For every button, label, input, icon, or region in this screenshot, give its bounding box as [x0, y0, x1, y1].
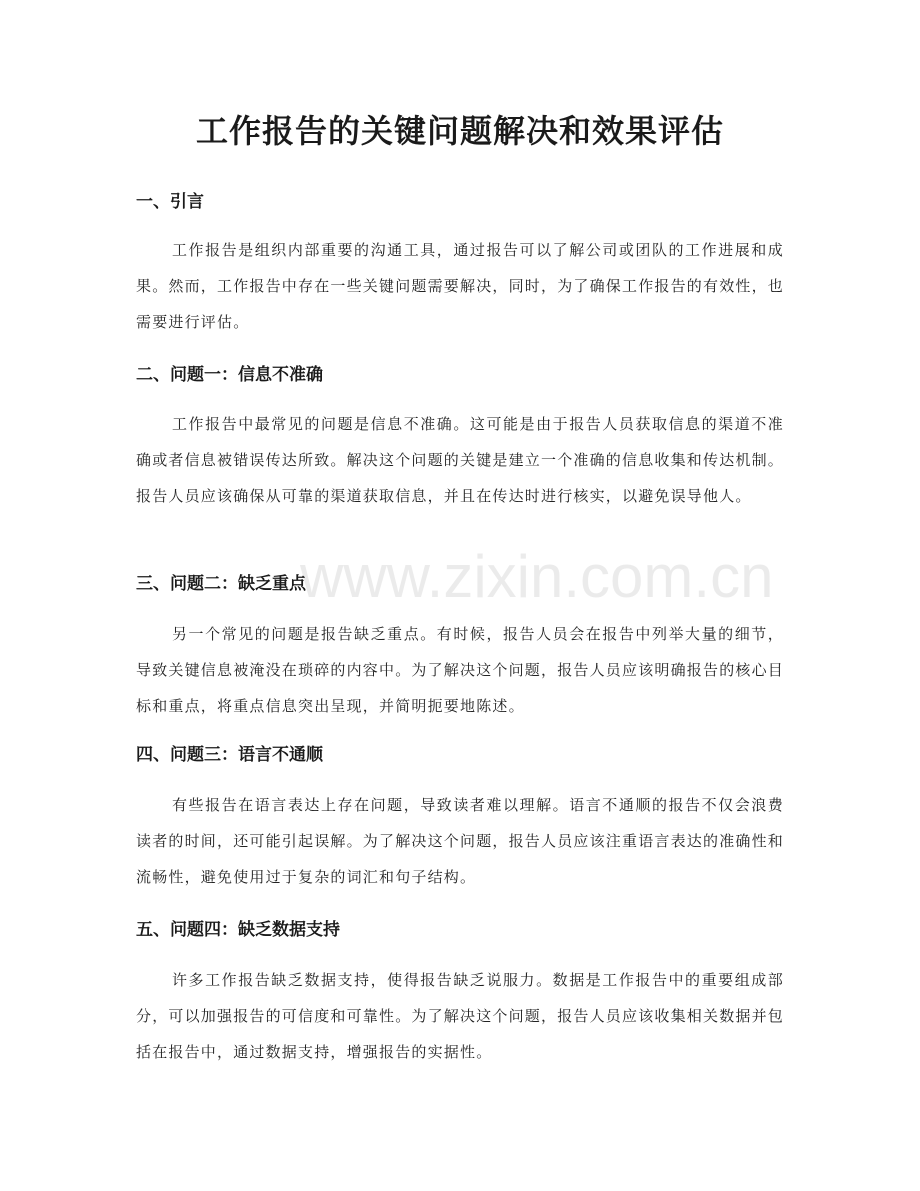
section-body-introduction: 工作报告是组织内部重要的沟通工具，通过报告可以了解公司或团队的工作进展和成果。然而，工作报告中存在一些关键问题需要解决，同时，为了确保工作报告的有效性，也需要进行评估。 — [136, 241, 785, 331]
section-heading-issue-1: 二、问题一：信息不准确 — [136, 365, 323, 385]
watermark: www.zixin.com.cn — [300, 543, 774, 610]
section-heading-issue-2: 三、问题二：缺乏重点 — [136, 574, 306, 594]
section-heading-issue-4: 五、问题四：缺乏数据支持 — [136, 920, 340, 940]
section-body-issue-4: 许多工作报告缺乏数据支持，使得报告缺乏说服力。数据是工作报告中的重要组成部分，可以加强报告的可信度和可靠性。为了解决这个问题，报告人员应该收集相关数据并包括在报告中，通过数据支持，增强报告的实据性。 — [136, 971, 785, 1061]
section-body-issue-3: 有些报告在语言表达上存在问题，导致读者难以理解。语言不通顺的报告不仅会浪费读者的时间，还可能引起误解。为了解决这个问题，报告人员应该注重语言表达的准确性和流畅性，避免使用过于复杂的词汇和句子结构。 — [136, 796, 785, 886]
section-heading-issue-3: 四、问题三：语言不通顺 — [136, 745, 323, 765]
section-heading-introduction: 一、引言 — [136, 192, 204, 212]
section-body-issue-1: 工作报告中最常见的问题是信息不准确。这可能是由于报告人员获取信息的渠道不准确或者信息被错误传达所致。解决这个问题的关键是建立一个准确的信息收集和传达机制。报告人员应该确保从可靠的渠道获取信息，并且在传达时进行核实，以避免误导他人。 — [136, 415, 785, 505]
document-title: 工作报告的关键问题解决和效果评估 — [195, 112, 724, 150]
section-body-issue-2: 另一个常见的问题是报告缺乏重点。有时候，报告人员会在报告中列举大量的细节，导致关键信息被淹没在琐碎的内容中。为了解决这个问题，报告人员应该明确报告的核心目标和重点，将重点信息突出呈现，并简明扼要地陈述。 — [136, 625, 785, 715]
